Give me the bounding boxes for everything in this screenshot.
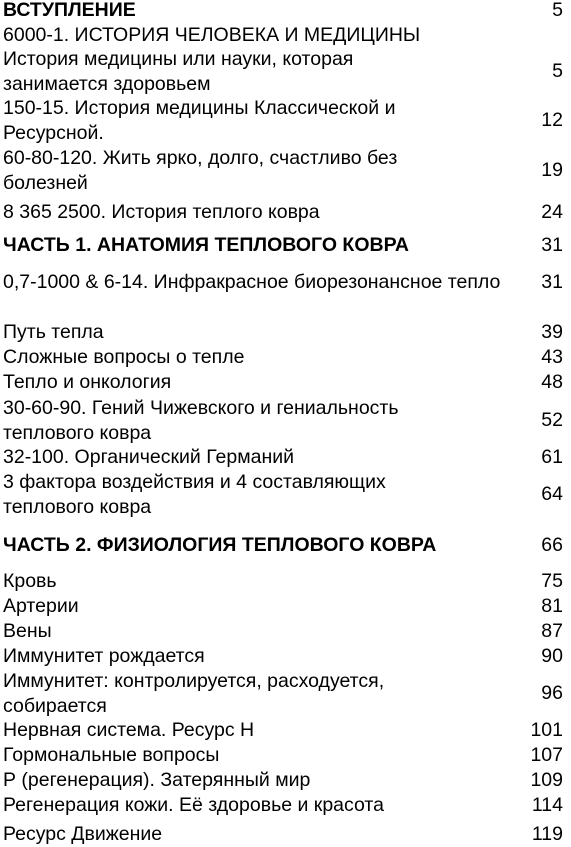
toc-entry-page: 66 xyxy=(541,533,563,556)
toc-entry-page: 96 xyxy=(541,682,563,704)
toc-entry-title: 6000-1. ИСТОРИЯ ЧЕЛОВЕКА И МЕДИЦИНЫ xyxy=(3,24,421,46)
toc-entry xyxy=(0,445,571,470)
toc-entry xyxy=(0,743,571,768)
toc-entry-page: 31 xyxy=(541,233,563,256)
toc-entry-title: Тепло и онкология xyxy=(3,371,172,393)
toc-entry-title: Вены xyxy=(3,620,52,642)
toc-entry-title: Нервная система. Ресурс Н xyxy=(3,719,255,741)
toc-entry-part-2 xyxy=(0,533,571,558)
toc-entry-title: 8 365 2500. История теплого ковра xyxy=(3,201,320,223)
toc-entry xyxy=(0,619,571,644)
toc-entry xyxy=(0,793,571,818)
toc-entry xyxy=(0,146,571,195)
toc-entry-title: ВСТУПЛЕНИЕ xyxy=(3,0,136,21)
toc-entry-page: 5 xyxy=(552,60,563,82)
toc-entry-page: 5 xyxy=(552,0,563,21)
toc-entry xyxy=(0,768,571,793)
toc-entry-page: 31 xyxy=(541,270,563,293)
toc-entry xyxy=(0,320,571,345)
toc-entry-page: 19 xyxy=(541,159,563,181)
toc-entry-page: 39 xyxy=(541,320,563,343)
toc-entry-page: 24 xyxy=(541,200,563,223)
toc-entry-history-subhead xyxy=(0,23,571,48)
toc-entry xyxy=(0,718,571,743)
toc-entry-title: 60-80-120. Жить ярко, долго, счастливо без болезней xyxy=(3,147,398,194)
toc-entry-page: 109 xyxy=(530,768,563,791)
toc-entry-page: 48 xyxy=(541,370,563,393)
toc-entry-title: ЧАСТЬ 1. АНАТОМИЯ ТЕПЛОВОГО КОВРА xyxy=(3,234,409,256)
toc-entry-introduction xyxy=(0,0,571,23)
toc-entry xyxy=(0,644,571,669)
toc-entry-page: 75 xyxy=(541,569,563,592)
toc-entry-part-1 xyxy=(0,233,571,258)
toc-entry-title: История медицины или науки, которая занимается здоровьем xyxy=(3,48,354,95)
toc-entry xyxy=(0,200,571,225)
toc-entry xyxy=(0,370,571,395)
toc-entry-page: 52 xyxy=(541,409,563,431)
toc-entry-title: Сложные вопросы о тепле xyxy=(3,346,245,368)
toc-entry xyxy=(0,345,571,370)
toc-entry xyxy=(0,569,571,594)
toc-entry-page: 43 xyxy=(541,345,563,368)
toc-entry xyxy=(0,822,571,847)
toc-entry xyxy=(0,594,571,619)
toc-entry-page: 107 xyxy=(530,743,563,766)
toc-entry-title: Регенерация кожи. Её здоровье и красота xyxy=(3,794,384,816)
toc-entry xyxy=(0,47,571,96)
toc-entry-page: 87 xyxy=(541,619,563,642)
toc-entry xyxy=(0,96,571,145)
toc-entry-title: Р (регенерация). Затерянный мир xyxy=(3,769,311,791)
toc-entry-title: 0,7-1000 & 6-14. Инфракрасное биорезонансное тепло xyxy=(3,271,501,293)
toc-entry-title: Путь тепла xyxy=(3,321,104,343)
toc-entry-page: 114 xyxy=(531,793,563,816)
toc-entry-title: Иммунитет рождается xyxy=(3,645,205,667)
toc-entry xyxy=(0,470,571,519)
toc-entry-page: 90 xyxy=(541,644,563,667)
toc-entry-title: Кровь xyxy=(3,570,57,592)
toc-entry-title: 3 фактора воздействия и 4 составляющих теплового ковра xyxy=(3,471,386,518)
toc-entry-title: Гормональные вопросы xyxy=(3,744,220,766)
toc-entry xyxy=(0,669,571,718)
toc-entry-page: 81 xyxy=(541,594,563,617)
toc-entry-title: 150-15. История медицины Классической и Ресурсной. xyxy=(3,97,396,144)
toc-entry-page: 101 xyxy=(530,718,563,741)
toc-entry-page: 61 xyxy=(541,445,563,468)
toc-entry-title: Ресурс Движение xyxy=(3,823,163,845)
toc-entry-title: 30-60-90. Гений Чижевского и гениальность теплового ковра xyxy=(3,397,399,444)
toc-entry-title: Иммунитет: контролируется, расходуется, собирается xyxy=(3,670,385,717)
toc-entry xyxy=(0,270,571,295)
toc-entry xyxy=(0,396,571,445)
toc-entry-title: ЧАСТЬ 2. ФИЗИОЛОГИЯ ТЕПЛОВОГО КОВРА xyxy=(3,534,437,556)
toc-entry-page: 12 xyxy=(541,109,563,131)
toc-entry-title: 32-100. Органический Германий xyxy=(3,446,294,468)
toc-entry-page: 64 xyxy=(541,483,563,505)
toc-entry-page: 119 xyxy=(531,822,563,845)
toc-entry-title: Артерии xyxy=(3,595,79,617)
